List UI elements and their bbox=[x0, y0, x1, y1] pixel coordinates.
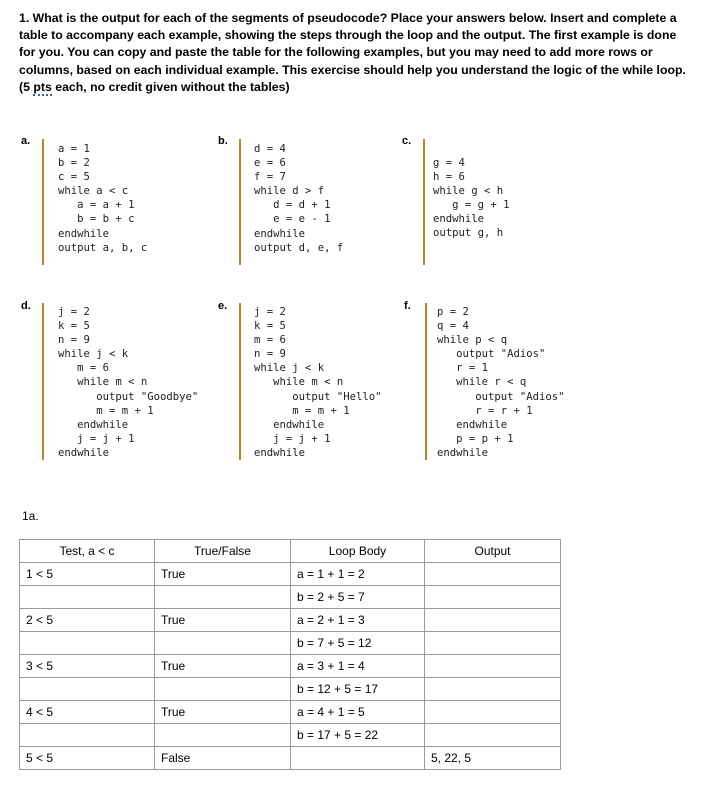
segment-b-label: b. bbox=[218, 135, 228, 147]
cell-true-false: True bbox=[155, 563, 291, 586]
segment-b-code: d = 4 e = 6 f = 7 while d > f d = d + 1 e = e - 1 endwhile output d, e, f bbox=[254, 143, 344, 254]
segment-e-bar bbox=[239, 303, 241, 460]
table-row bbox=[20, 655, 561, 678]
table-row bbox=[20, 609, 561, 632]
table-row bbox=[20, 678, 561, 701]
cell-test: 3 < 5 bbox=[20, 655, 155, 678]
cell-true-false: True bbox=[155, 701, 291, 724]
cell-loop-body: b = 7 + 5 = 12 bbox=[291, 632, 425, 655]
cell-loop-body: a = 2 + 1 = 3 bbox=[291, 609, 425, 632]
cell-true-false bbox=[155, 678, 291, 701]
segment-d-code: j = 2 k = 5 n = 9 while j < k m = 6 while m < n output "Goodbye" m = m + 1 endwhile j = j + 1 endwhile bbox=[58, 306, 199, 459]
segment-a-label: a. bbox=[21, 135, 31, 147]
cell-loop-body: b = 2 + 5 = 7 bbox=[291, 586, 425, 609]
cell-true-false bbox=[155, 586, 291, 609]
cell-output bbox=[425, 724, 561, 747]
cell-test bbox=[20, 724, 155, 747]
table-header-row bbox=[20, 540, 561, 563]
trace-table bbox=[19, 539, 561, 770]
segment-c-bar bbox=[423, 139, 425, 265]
question-text-main: 1. What is the output for each of the segments of pseudocode? Place your answers below. Insert and complete a table to accompany each example, showing the steps through the loop and the output. The first example is done for you. You can copy and paste the table for the following examples, but you may need to add more rows or columns, based on each individual example. This exercise should help you understand the logic of the while loop. (5 bbox=[19, 11, 686, 94]
cell-output bbox=[425, 632, 561, 655]
cell-output bbox=[425, 563, 561, 586]
header-true-false: True/False bbox=[155, 540, 291, 563]
table-row bbox=[20, 632, 561, 655]
cell-loop-body bbox=[291, 747, 425, 770]
question-text bbox=[19, 10, 695, 96]
cell-true-false bbox=[155, 724, 291, 747]
cell-output: 5, 22, 5 bbox=[425, 747, 561, 770]
cell-true-false: False bbox=[155, 747, 291, 770]
segment-d-bar bbox=[42, 303, 44, 460]
cell-true-false: True bbox=[155, 655, 291, 678]
cell-test bbox=[20, 678, 155, 701]
answer-label: 1a. bbox=[22, 509, 39, 523]
cell-test: 2 < 5 bbox=[20, 609, 155, 632]
table-row bbox=[20, 724, 561, 747]
segment-f-label: f. bbox=[404, 300, 411, 312]
table-row bbox=[20, 747, 561, 770]
cell-test: 5 < 5 bbox=[20, 747, 155, 770]
segment-a-code: a = 1 b = 2 c = 5 while a < c a = a + 1 b = b + c endwhile output a, b, c bbox=[58, 143, 148, 254]
segment-d-label: d. bbox=[21, 300, 31, 312]
question-text-end: each, no credit given without the tables) bbox=[51, 79, 290, 94]
segment-c-label: c. bbox=[402, 135, 412, 147]
header-loop-body: Loop Body bbox=[291, 540, 425, 563]
cell-output bbox=[425, 609, 561, 632]
segment-a-bar bbox=[42, 139, 44, 265]
cell-test bbox=[20, 586, 155, 609]
cell-output bbox=[425, 701, 561, 724]
header-test: Test, a < c bbox=[20, 540, 155, 563]
segment-f-code: p = 2 q = 4 while p < q output "Adios" r = 1 while r < q output "Adios" r = r + 1 endwhile p = p + 1 endwhile bbox=[437, 306, 565, 459]
segment-b-bar bbox=[239, 139, 241, 265]
table-row bbox=[20, 701, 561, 724]
segment-e-label: e. bbox=[218, 300, 228, 312]
table-row bbox=[20, 586, 561, 609]
cell-loop-body: a = 1 + 1 = 2 bbox=[291, 563, 425, 586]
segment-c-code: g = 4 h = 6 while g < h g = g + 1 endwhile output g, h bbox=[433, 157, 510, 240]
cell-output bbox=[425, 586, 561, 609]
table-row bbox=[20, 563, 561, 586]
cell-test: 1 < 5 bbox=[20, 563, 155, 586]
cell-true-false bbox=[155, 632, 291, 655]
segment-f-bar bbox=[425, 303, 427, 460]
header-output: Output bbox=[425, 540, 561, 563]
pts-word: pts bbox=[33, 79, 52, 94]
cell-test bbox=[20, 632, 155, 655]
cell-output bbox=[425, 655, 561, 678]
cell-test: 4 < 5 bbox=[20, 701, 155, 724]
cell-loop-body: a = 4 + 1 = 5 bbox=[291, 701, 425, 724]
cell-loop-body: b = 17 + 5 = 22 bbox=[291, 724, 425, 747]
cell-loop-body: b = 12 + 5 = 17 bbox=[291, 678, 425, 701]
cell-true-false: True bbox=[155, 609, 291, 632]
cell-output bbox=[425, 678, 561, 701]
cell-loop-body: a = 3 + 1 = 4 bbox=[291, 655, 425, 678]
segment-e-code: j = 2 k = 5 m = 6 n = 9 while j < k while m < n output "Hello" m = m + 1 endwhile j = j + 1 endwhile bbox=[254, 306, 382, 459]
